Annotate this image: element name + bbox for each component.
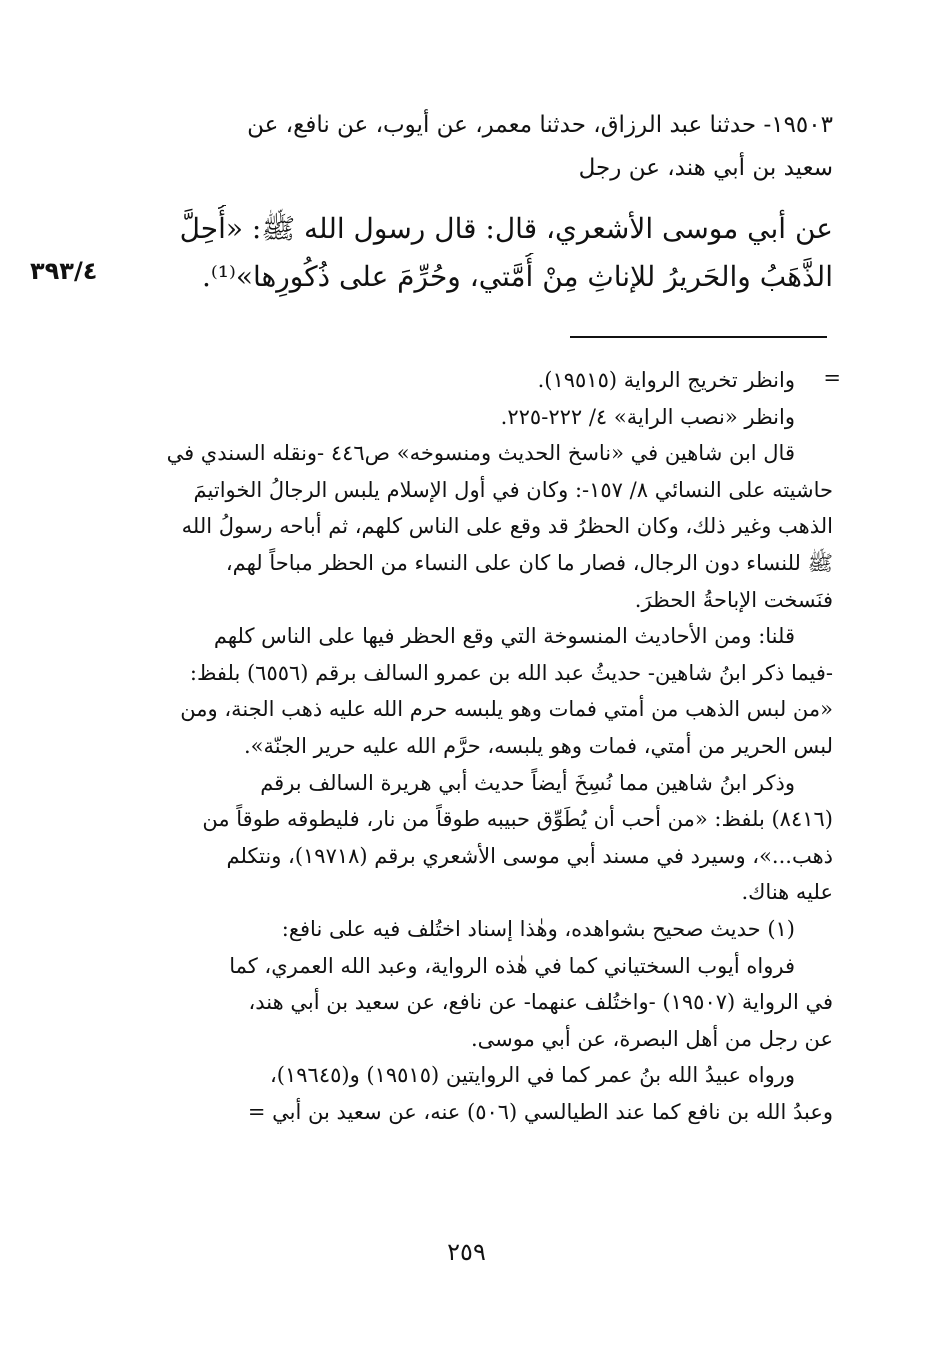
footnote-line: ورواه عبيدُ الله بنُ عمر كما في الروايتين (١٩٥١٥) و(١٩٦٤٥)، (270, 1063, 795, 1088)
footnotes (123, 362, 833, 1130)
footnote-line: وانظر «نصب الراية» ٤/ ٢٢٢-٢٢٥. (500, 404, 795, 429)
hadith-isnad (128, 104, 833, 190)
footnote-separator (570, 336, 827, 338)
footnote-line: ذهب...»، وسيرد في مسند أبي موسى الأشعري برقم (١٩٧١٨)، ونتكلم (226, 843, 833, 868)
footnote-line: حاشيته على النسائي ٨/ ١٥٧-: وكان في أول الإسلام يلبس الرجالُ الخواتيمَ (193, 477, 833, 502)
hadith-line: عن أبي موسى الأشعري، قال: قال رسول الله ﷺ: «أُحِلَّ (179, 212, 833, 245)
footnote-line: (١) حديث صحيح بشواهده، وهٰذا إسناد اختُلف فيه على نافع: (281, 916, 795, 941)
continuation-mark: = (823, 366, 841, 390)
hadith-line: سعيد بن أبي هند، عن رجل (578, 155, 833, 181)
footnote-line: وعبدُ الله بن نافع كما عند الطيالسي (٥٠٦) عنه، عن سعيد بن أبي = (247, 1099, 833, 1124)
margin-reference: ٣٩٣/٤ (30, 257, 98, 285)
footnote-line: الذهب وغير ذلك، وكان الحظرُ قد وقع على الناس كلهم، ثم أباحه رسولُ الله (181, 514, 833, 539)
footnote-line: ﷺ للنساء دون الرجال، فصار ما كان على النساء من الحظر مباحاً لهم، (225, 550, 833, 575)
footnote-line: قلنا: ومن الأحاديث المنسوخة التي وقع الحظر فيها على الناس كلهم (213, 624, 795, 649)
hadith-line: ١٩٥٠٣- حدثنا عبد الرزاق، حدثنا معمر، عن أيوب، عن نافع، عن (247, 112, 833, 138)
footnote-line: فنَسخت الإباحةُ الحظرَ. (634, 587, 833, 612)
footnote-line: -فيما ذكر ابنُ شاهين- حديثُ عبد الله بن عمرو السالف برقم (٦٥٥٦) بلفظ: (189, 660, 833, 685)
footnote-line: فرواه أيوب السختياني كما في هٰذه الرواية، وعبد الله العمري، كما (229, 953, 795, 978)
footnote-line: في الرواية (١٩٥٠٧) -واختُلف عنهما- عن نافع، عن سعيد بن أبي هند، (248, 990, 833, 1015)
hadith-matn (128, 205, 833, 301)
hadith-line: الذَّهَبُ والحَريرُ للإناثِ مِنْ أُمَّتي، وحُرِّمَ على ذُكُورِها»⁽¹⁾. (201, 260, 833, 293)
footnote-line: قال ابن شاهين في «ناسخ الحديث ومنسوخه» ص٤٤٦ -ونقله السندي في (166, 441, 795, 466)
page-number: ٢٥٩ (447, 1238, 486, 1266)
footnote-line: وانظر تخريج الرواية (١٩٥١٥). (537, 368, 795, 392)
footnote-line: عن رجل من أهل البصرة، عن أبي موسى. (470, 1026, 833, 1051)
footnote-line: عليه هناك. (741, 880, 833, 905)
footnote-line: «من لبس الذهب من أمتي فمات وهو يلبسه حرم الله عليه ذهب الجنة، ومن (180, 697, 833, 722)
footnote-line: (٨٤١٦) بلفظ: «من أحب أن يُطَوِّق حبيبه طوقاً من نار، فليطوقه طوقاً من (202, 807, 833, 832)
footnote-line: لبس الحرير من أمتي، فمات وهو يلبسه، حرَّم الله عليه حرير الجنّة». (244, 733, 833, 758)
footnote-line: وذكر ابنُ شاهين مما نُسِخَ أيضاً حديث أبي هريرة السالف برقم (260, 770, 795, 795)
